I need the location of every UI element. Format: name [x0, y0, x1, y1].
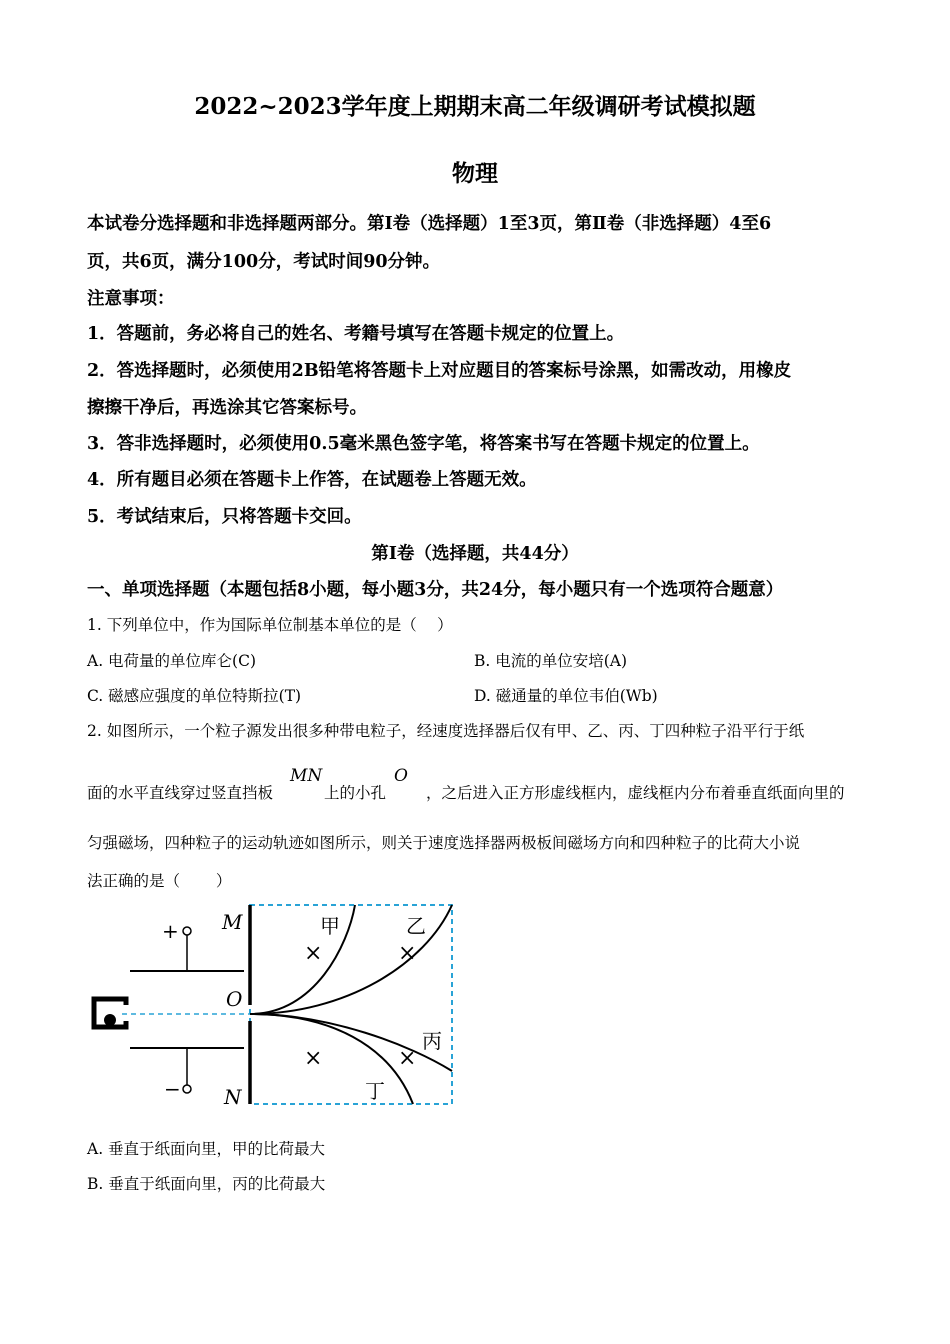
label-o: O	[226, 987, 243, 1011]
field-mark: ×	[398, 941, 417, 966]
q2-line-3: 匀强磁场，四种粒子的运动轨迹如图所示，则关于速度选择器两极板间磁场方向和四种粒子的比荷大小说	[87, 834, 801, 852]
label-jia: 甲	[320, 914, 340, 938]
q2-symbol-o: O	[394, 766, 408, 786]
section-heading: 一、单项选择题（本题包括8小题，每小题3分，共24分，每小题只有一个选项符合题意）	[87, 580, 784, 600]
q2-line-1: 2. 如图所示，一个粒子源发出很多种带电粒子，经速度选择器后仅有甲、乙、丙、丁四种粒子沿平行于纸	[87, 722, 805, 740]
notes-heading: 注意事项：	[87, 289, 175, 309]
source-opening	[118, 1005, 130, 1021]
label-ding: 丁	[365, 1079, 385, 1103]
q2-symbol-mn: MN	[290, 766, 323, 786]
part1-heading: 第Ⅰ卷（选择题，共44分）	[371, 544, 579, 564]
negative-terminal	[183, 1085, 191, 1093]
field-mark: ×	[304, 941, 323, 966]
q2-line-2a: 面的水平直线穿过竖直挡板	[87, 784, 274, 802]
minus-sign: −	[164, 1077, 181, 1101]
q1-stem: 1. 下列单位中，作为国际单位制基本单位的是（ ）	[87, 616, 453, 634]
trajectory-ding	[250, 1014, 413, 1104]
q1-option-d: D. 磁通量的单位韦伯(Wb)	[474, 687, 658, 705]
q2-line-2b: 上的小孔	[324, 784, 387, 802]
q1-option-c: C. 磁感应强度的单位特斯拉(T)	[87, 687, 302, 705]
intro-line-1: 本试卷分选择题和非选择题两部分。第Ⅰ卷（选择题）1至3页，第Ⅱ卷（非选择题）4至6	[87, 214, 772, 234]
exam-title: 2022~2023学年度上期期末高二年级调研考试模拟题	[194, 93, 756, 120]
note-item: 2．答选择题时，必须使用2B铅笔将答题卡上对应题目的答案标号涂黑，如需改动，用橡皮	[87, 361, 792, 381]
field-mark: ×	[398, 1046, 417, 1071]
label-bing: 丙	[422, 1029, 442, 1053]
q1-option-b: B. 电流的单位安培(A)	[474, 652, 628, 670]
label-m: M	[222, 910, 243, 934]
q1-option-a: A. 电荷量的单位库仑(C)	[87, 652, 257, 670]
subject-title: 物理	[452, 160, 498, 187]
plus-sign: +	[162, 919, 179, 943]
positive-terminal	[183, 927, 191, 935]
q2-line-4: 法正确的是（ ）	[87, 872, 232, 890]
note-item: 擦擦干净后，再选涂其它答案标号。	[87, 398, 367, 418]
field-mark: ×	[304, 1046, 323, 1071]
source-particle	[104, 1014, 116, 1026]
q2-line-2c: ，之后进入正方形虚线框内，虚线框内分布着垂直纸面向里的	[426, 784, 845, 802]
label-yi: 乙	[406, 914, 426, 938]
q2-option-b: B. 垂直于纸面向里，丙的比荷最大	[87, 1175, 326, 1193]
note-item: 4．所有题目必须在答题卡上作答，在试题卷上答题无效。	[87, 470, 537, 490]
velocity-selector-figure	[80, 895, 470, 1115]
note-item: 1．答题前，务必将自己的姓名、考籍号填写在答题卡规定的位置上。	[87, 324, 625, 344]
label-n: N	[224, 1085, 242, 1109]
q2-option-a: A. 垂直于纸面向里，甲的比荷最大	[87, 1140, 326, 1158]
note-item: 3．答非选择题时，必须使用0.5毫米黑色签字笔，将答案书写在答题卡规定的位置上。	[87, 434, 760, 454]
intro-line-2: 页，共6页，满分100分，考试时间90分钟。	[87, 252, 441, 272]
note-item: 5．考试结束后，只将答题卡交回。	[87, 507, 362, 527]
